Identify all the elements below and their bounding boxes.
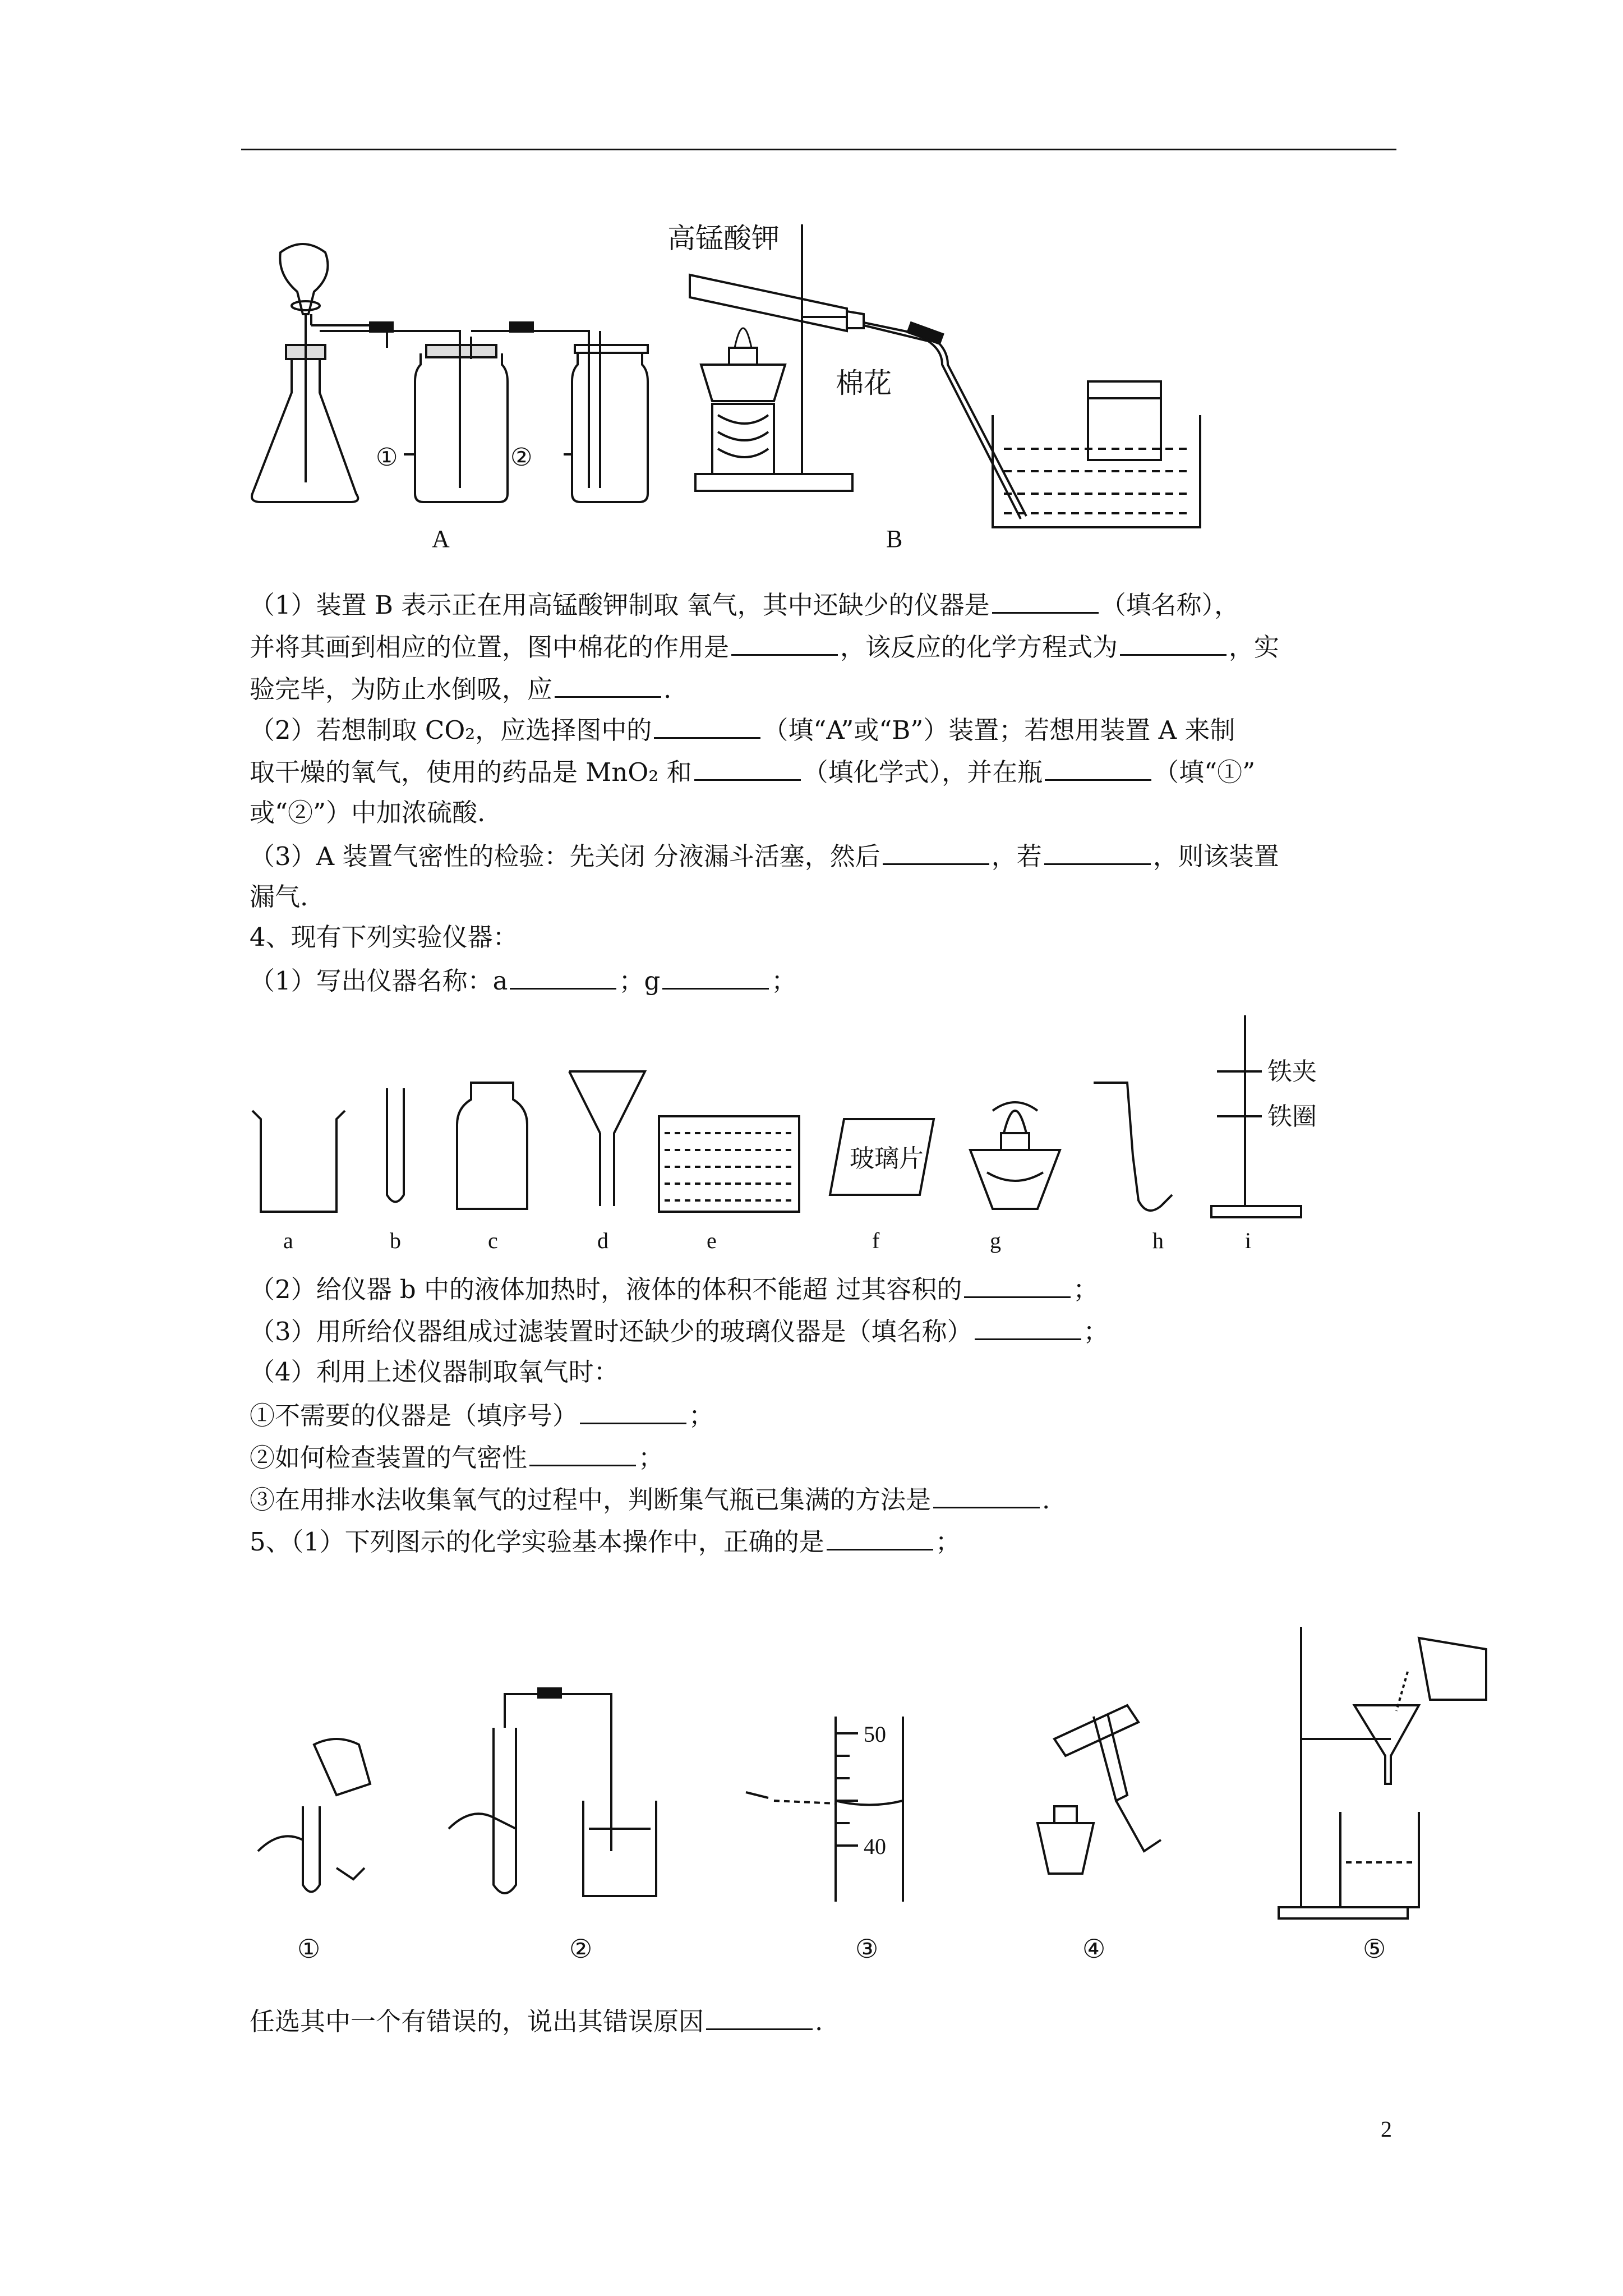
answer-blank[interactable]: [827, 1523, 933, 1550]
q4-text: （2）给仪器 b 中的液体加热时，液体的体积不能超 过其容积的: [250, 1274, 962, 1304]
header-rule: [241, 149, 1396, 150]
q4-text: .: [1042, 1485, 1050, 1515]
op-label-3: ③: [855, 1934, 879, 1963]
q4-line-4: [250, 1355, 619, 1389]
alcohol-lamp-g: [970, 1102, 1060, 1209]
q3-text: 并将其画到相应的位置，图中棉花的作用是: [250, 632, 730, 662]
instrument-label-e: e: [707, 1228, 717, 1253]
q5-text: 5、（1）下列图示的化学实验基本操作中，正确的是: [250, 1527, 824, 1557]
clamp-label: 铁夹: [1267, 1057, 1317, 1086]
answer-blank[interactable]: [992, 586, 1099, 614]
q5-title: [250, 1523, 961, 1559]
glass-plate-label: 玻璃片: [850, 1144, 924, 1173]
op-5-filtration: [1279, 1627, 1486, 1918]
trough-e: [659, 1116, 799, 1212]
q3-line-1: [250, 586, 1239, 623]
cylinder-mark-40: 40: [864, 1834, 886, 1859]
q4-text: ；: [771, 966, 797, 996]
instrument-label-d: d: [597, 1228, 608, 1253]
ring-label: 铁圈: [1267, 1102, 1317, 1131]
q3-line-8: [250, 880, 308, 914]
q4-line-3: [250, 1313, 1109, 1349]
instrument-label-g: g: [990, 1228, 1001, 1253]
q3-text: 漏气.: [250, 882, 308, 912]
figure-apparatus-ab: [241, 213, 1419, 561]
op-label-2: ②: [569, 1934, 593, 1963]
page-number: 2: [1381, 2116, 1392, 2142]
q4-text: （1）写出仪器名称：a: [250, 966, 508, 996]
q5-last-line: [250, 2003, 823, 2039]
op-1-pouring: [258, 1739, 370, 1892]
q4-text: ②如何检查装置的气密性: [250, 1443, 528, 1473]
answer-blank[interactable]: [964, 1271, 1071, 1298]
q5-text: .: [815, 2007, 823, 2036]
q3-text: 取干燥的氧气，使用的药品是 MnO₂ 和: [250, 757, 692, 787]
bent-tube-h: [1094, 1083, 1172, 1211]
funnel-d: [569, 1071, 645, 1206]
apparatus-a: [252, 244, 648, 502]
answer-blank[interactable]: [555, 670, 661, 698]
test-tube-b: [387, 1088, 404, 1202]
instrument-label-c: c: [488, 1228, 498, 1253]
label-a: A: [432, 525, 450, 553]
q3-text: （2）若想制取 CO₂，应选择图中的: [250, 715, 652, 745]
answer-blank[interactable]: [883, 838, 989, 865]
q4-text: ；: [1073, 1274, 1099, 1304]
q3-text: ，则该装置: [1152, 841, 1279, 871]
q3-line-2: [250, 628, 1279, 665]
answer-blank[interactable]: [529, 1439, 636, 1466]
q5-text: 任选其中一个有错误的，说出其错误原因: [250, 2007, 704, 2036]
q3-text: （1）装置 B 表示正在用高锰酸钾制取 氧气，其中还缺少的仪器是: [250, 590, 990, 620]
q4-text: 4、现有下列实验仪器：: [250, 922, 518, 952]
q3-text: ，若: [991, 841, 1042, 871]
bottle-c: [457, 1083, 527, 1209]
answer-blank[interactable]: [706, 2003, 813, 2030]
answer-blank[interactable]: [933, 1481, 1040, 1508]
q3-text: （填“①”: [1154, 757, 1256, 787]
q3-text: 或“②”）中加浓硫酸.: [250, 798, 486, 827]
answer-blank[interactable]: [694, 753, 801, 781]
figure-operations: [241, 1616, 1531, 1963]
q4-text: （4）利用上述仪器制取氧气时：: [250, 1357, 619, 1387]
q4-title: [250, 920, 518, 955]
op-label-5: ⑤: [1363, 1934, 1386, 1963]
q3-line-4: [250, 711, 1235, 748]
op-label-4: ④: [1082, 1934, 1106, 1963]
answer-blank[interactable]: [731, 628, 838, 656]
q3-text: （填名称），: [1100, 590, 1240, 620]
q3-text: ，实: [1229, 632, 1280, 662]
q5-text: ；: [935, 1527, 961, 1557]
instrument-label-b: b: [390, 1228, 401, 1253]
instrument-label-h: h: [1152, 1228, 1164, 1253]
instrument-label-i: i: [1245, 1228, 1252, 1253]
op-label-1: ①: [297, 1934, 321, 1963]
q4-text: ；: [1083, 1317, 1109, 1346]
q3-text: （填“A”或“B”）装置；若想用装置 A 来制: [763, 715, 1235, 745]
instrument-label-f: f: [872, 1228, 880, 1253]
q4-text: （3）用所给仪器组成过滤装置时还缺少的玻璃仪器是（填名称）: [250, 1317, 972, 1346]
kmno4-label: 高锰酸钾: [667, 222, 780, 255]
answer-blank[interactable]: [510, 962, 616, 990]
figure-instruments: [241, 1015, 1363, 1262]
cotton-label: 棉花: [836, 367, 892, 399]
answer-blank[interactable]: [654, 711, 760, 739]
bottle-2-label: ②: [510, 443, 533, 472]
q4-line-7: [250, 1481, 1050, 1517]
q4-text: ①不需要的仪器是（填序号）: [250, 1401, 578, 1430]
q3-line-7: [250, 838, 1279, 874]
q4-line-1: [250, 962, 796, 999]
q4-text: ③在用排水法收集氧气的过程中，判断集气瓶已集满的方法是: [250, 1485, 932, 1515]
answer-blank[interactable]: [1120, 628, 1227, 656]
instrument-label-a: a: [283, 1228, 293, 1253]
q4-line-6: [250, 1439, 663, 1475]
bottle-1-label: ①: [376, 443, 398, 472]
op-2-airtight-check: [449, 1688, 656, 1896]
q3-line-6: [250, 795, 485, 830]
q3-line-3: [250, 670, 671, 707]
op-4-heating: [1038, 1705, 1161, 1874]
beaker-a: [252, 1111, 345, 1212]
cylinder-mark-50: 50: [864, 1722, 886, 1747]
answer-blank[interactable]: [1044, 838, 1151, 865]
q4-line-5: [250, 1397, 714, 1433]
q3-text: ，该反应的化学方程式为: [840, 632, 1118, 662]
q3-text: （填化学式），并在瓶: [803, 757, 1043, 787]
answer-blank[interactable]: [975, 1313, 1081, 1340]
q3-text: 验完毕，为防止水倒吸，应: [250, 674, 553, 704]
q3-line-5: [250, 753, 1255, 790]
q3-text: .: [663, 674, 672, 704]
q3-text: （3）A 装置气密性的检验：先关闭 分液漏斗活塞，然后: [250, 841, 880, 871]
answer-blank[interactable]: [662, 962, 769, 990]
q4-line-2: [250, 1271, 1098, 1307]
answer-blank[interactable]: [580, 1397, 686, 1424]
q4-text: ；g: [619, 966, 661, 996]
answer-blank[interactable]: [1045, 753, 1151, 781]
q4-text: ；: [689, 1401, 714, 1430]
label-b: B: [886, 525, 903, 553]
q4-text: ；: [638, 1443, 664, 1473]
apparatus-b: [690, 224, 1200, 527]
